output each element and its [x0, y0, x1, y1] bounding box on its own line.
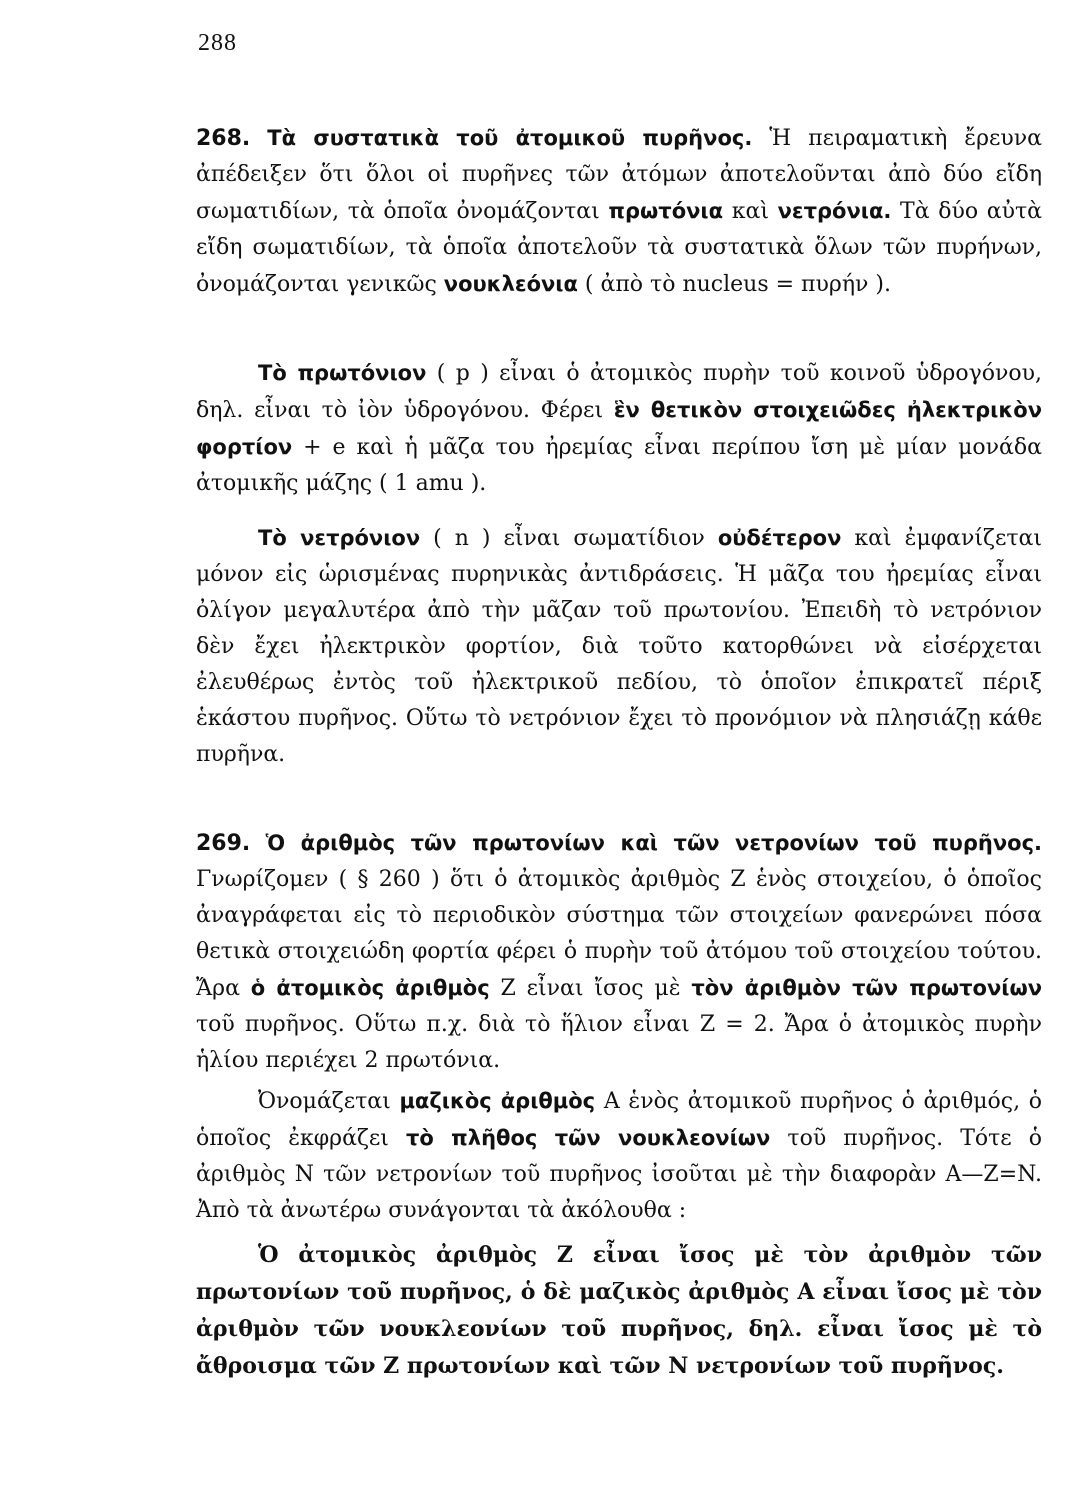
- section-269-number: 269.: [196, 831, 251, 856]
- text-run: A ἑνὸς ἀτομικοῦ πυρῆνος ὁ ἀριθμός, ὁ ὁποῖος ἐκφράζει: [196, 1089, 1042, 1151]
- section-269-title: Ὁ ἀριθμὸς τῶν πρωτονίων καὶ τῶν νετρονίων τοῦ πυρῆνος.: [265, 831, 1042, 855]
- term-nucleons: νουκλεόνια: [443, 272, 578, 296]
- section-268-intro: [196, 120, 1042, 303]
- text-run: + e καὶ ἡ μᾶζα του ἠρεμίας εἶναι περίπου ἴση μὲ μίαν μονάδα ἀτομικῆς μάζης ( 1 amu ).: [196, 435, 1042, 496]
- text-run: Z εἶναι ἴσος μὲ: [489, 976, 692, 1001]
- text-run: ( ἀπὸ τὸ nucleus = πυρήν ).: [577, 272, 891, 297]
- term-number-of-protons: τὸν ἀριθμὸν τῶν πρωτονίων: [691, 976, 1043, 1000]
- proton-paragraph: [196, 355, 1042, 502]
- mass-number-paragraph: [196, 1083, 1042, 1229]
- term-mass-number: μαζικὸς ἀριθμὸς: [399, 1089, 596, 1113]
- section-269-intro: [196, 825, 1042, 1079]
- text-run: Τὰ δύο αὐτὰ εἴδη σωματιδίων, τὰ ὁποῖα ἀποτελοῦν τὰ συστατικὰ ὅλων τῶν πυρήνων, ὀνομάζονται γενικῶς: [196, 199, 1042, 297]
- neutron-paragraph: [196, 520, 1042, 773]
- text-run: ( p ) εἶναι ὁ ἀτομικὸς πυρὴν τοῦ κοινοῦ ὑδρογόνου, δηλ. εἶναι τὸ ἰὸν ὑδρογόνου. Φέρει: [196, 361, 1042, 423]
- term-neutral: οὐδέτερον: [717, 526, 842, 550]
- term-proton: Τὸ πρωτόνιον: [258, 361, 427, 385]
- term-elementary-charge: ἓν θετικὸν στοιχειῶδες ἠλεκτρικὸν φορτίον: [196, 398, 1042, 459]
- term-neutron: Τὸ νετρόνιον: [258, 526, 421, 550]
- text-run: Ὀνομάζεται: [258, 1089, 400, 1114]
- section-268-number: 268.: [196, 126, 251, 151]
- text-run: Γνωρίζομεν ( § 260 ) ὅτι ὁ ἀτομικὸς ἀριθμὸς Z ἑνὸς στοιχείου, ὁ ὁποῖος ἀναγράφεται εἰς τὸ περιοδικὸν σύστημα τῶν στοιχείων φανερώνει πόσα θετικὰ στοιχειώδη φορτία φέρει ὁ πυρὴν τοῦ ἀτόμου τοῦ στοιχείου τούτου. Ἄρα: [196, 867, 1042, 1001]
- term-number-of-nucleons: τὸ πλῆθος τῶν νουκλεονίων: [405, 1126, 771, 1150]
- section-268-title: Τὰ συστατικὰ τοῦ ἀτομικοῦ πυρῆνος.: [267, 126, 753, 150]
- text-run: τοῦ πυρῆνος. Οὕτω π.χ. διὰ τὸ ἥλιον εἶναι Z = 2. Ἄρα ὁ ἀτομικὸς πυρὴν ἡλίου περιέχει 2 πρωτόνια.: [196, 1012, 1042, 1073]
- text-run: καὶ: [723, 199, 778, 224]
- text-run: Ἡ πειραματικὴ ἔρευνα ἀπέδειξεν ὅτι ὅλοι οἱ πυρῆνες τῶν ἀτόμων ἀποτελοῦνται ἀπὸ δύο εἴδη σωματιδίων, τὰ ὁποῖα ὀνομάζονται: [196, 126, 1042, 224]
- term-neutrons: νετρόνια.: [777, 199, 892, 223]
- term-protons: πρωτόνια: [608, 199, 724, 223]
- summary-statement: Ὁ ἀτομικὸς ἀριθμὸς Z εἶναι ἴσος μὲ τὸν ἀριθμὸν τῶν πρωτονίων τοῦ πυρῆνος, ὁ δὲ μαζικὸς ἀριθμὸς A εἶναι ἴσος μὲ τὸν ἀριθμὸν τῶν νουκλεονίων τοῦ πυρῆνος, δηλ. εἶναι ἴσος μὲ τὸ ἄθροισμα τῶν Z πρωτονίων καὶ τῶν N νετρονίων τοῦ πυρῆνος.: [196, 1242, 1042, 1379]
- text-run: τοῦ πυρῆνος. Τότε ὁ ἀριθμὸς N τῶν νετρονίων τοῦ πυρῆνος ἰσοῦται μὲ τὴν διαφορὰν A—Z=N. Ἀπὸ τὰ ἀνωτέρω συνάγονται τὰ ἀκόλουθα :: [196, 1126, 1042, 1223]
- term-atomic-number: ὁ ἀτομικὸς ἀριθμὸς: [250, 976, 490, 1000]
- text-run: ( n ) εἶναι σωματίδιον: [420, 526, 718, 551]
- page-number: 288: [198, 30, 237, 56]
- text-run: καὶ ἐμφανίζεται μόνον εἰς ὡρισμένας πυρηνικὰς ἀντιδράσεις. Ἡ μᾶζα του ἠρεμίας εἶναι ὀλίγον μεγαλυτέρα ἀπὸ τὴν μᾶζαν τοῦ πρωτονίου. Ἐπειδὴ τὸ νετρόνιον δὲν ἔχει ἠλεκτρικὸν φορτίον, διὰ τοῦτο κατορθώνει νὰ εἰσέρχεται ἐλευθέρως ἐντὸς τοῦ ἠλεκτρικοῦ πεδίου, τὸ ὁποῖον ἐπικρατεῖ πέριξ ἑκάστου πυρῆνος. Οὕτω τὸ νετρόνιον ἔχει τὸ προνόμιον νὰ πλησιάζῃ κάθε πυρῆνα.: [196, 526, 1042, 767]
